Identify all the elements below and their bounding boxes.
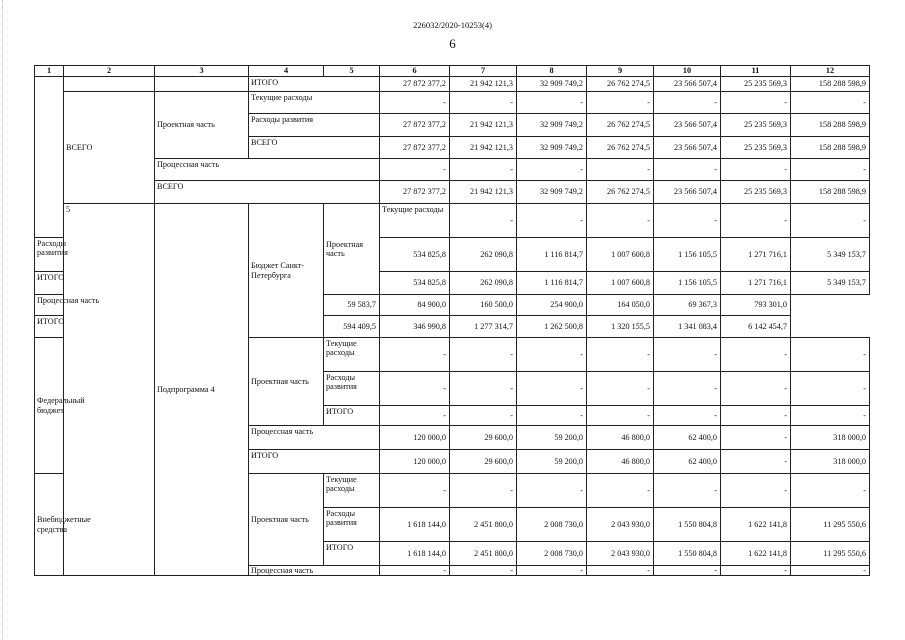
left-margin-mark	[2, 0, 4, 640]
value-cell: -	[517, 474, 587, 508]
value-cell: 5 349 153,7	[791, 272, 870, 295]
subprogram-name: Подпрограмма 4	[155, 204, 249, 576]
value-cell: -	[380, 372, 450, 406]
value-cell: 32 909 749,2	[517, 77, 587, 92]
value-cell: 11 295 550,6	[791, 542, 870, 566]
value-cell: 1 007 600,8	[587, 272, 654, 295]
funding-source-label: Внебюджетные средства	[35, 474, 64, 576]
value-cell: -	[450, 372, 517, 406]
col-header: 5	[324, 66, 380, 77]
value-cell: -	[587, 338, 654, 372]
value-cell: -	[791, 338, 870, 372]
value-cell: -	[721, 474, 791, 508]
value-cell: -	[791, 406, 870, 426]
value-cell: -	[380, 159, 450, 181]
value-cell: 59 200,0	[517, 426, 587, 450]
row-number: 5	[64, 204, 155, 576]
value-cell: 158 288 598,9	[791, 137, 870, 159]
project-part-label: Проектная часть	[324, 204, 380, 295]
row-label: Текущие расходы	[324, 338, 380, 372]
row-label: Текущие расходы	[380, 204, 450, 238]
value-cell: 11 295 550,6	[791, 508, 870, 542]
value-cell: -	[380, 92, 450, 114]
value-cell: -	[721, 426, 791, 450]
value-cell: 25 235 569,3	[721, 137, 791, 159]
value-cell: -	[517, 406, 587, 426]
value-cell: 793 301,0	[721, 295, 791, 316]
value-cell: 27 872 377,2	[380, 137, 450, 159]
table-row	[35, 204, 870, 238]
value-cell: -	[654, 474, 721, 508]
value-cell: 62 400,0	[654, 450, 721, 474]
row-label: ВСЕГО	[155, 181, 380, 204]
value-cell: -	[721, 372, 791, 406]
value-cell: 2 008 730,0	[517, 508, 587, 542]
value-cell: -	[450, 92, 517, 114]
value-cell: 2 043 930,0	[587, 508, 654, 542]
value-cell: 23 566 507,4	[654, 137, 721, 159]
value-cell: 120 000,0	[380, 426, 450, 450]
value-cell: 2 008 730,0	[517, 542, 587, 566]
value-cell: 318 000,0	[791, 426, 870, 450]
value-cell: 27 872 377,2	[380, 181, 450, 204]
value-cell: 27 872 377,2	[380, 114, 450, 137]
value-cell: 164 050,0	[587, 295, 654, 316]
page-number: 6	[449, 36, 456, 51]
value-cell: 1 156 105,5	[654, 272, 721, 295]
value-cell: -	[587, 204, 654, 238]
col-header: 2	[64, 66, 155, 77]
value-cell: -	[517, 566, 587, 576]
value-cell: -	[450, 406, 517, 426]
project-part-label: Проектная часть	[155, 92, 249, 159]
value-cell: 26 762 274,5	[587, 114, 654, 137]
value-cell: -	[791, 474, 870, 508]
budget-table	[34, 65, 870, 576]
value-cell: 534 825,8	[380, 272, 450, 295]
value-cell: 32 909 749,2	[517, 181, 587, 204]
value-cell: -	[587, 92, 654, 114]
value-cell: -	[450, 474, 517, 508]
value-cell: 346 990,8	[380, 316, 450, 338]
col-header: 10	[654, 66, 721, 77]
row-label: Процессная часть	[155, 159, 380, 181]
value-cell: 6 142 454,7	[721, 316, 791, 338]
value-cell: 26 762 274,5	[587, 137, 654, 159]
value-cell: 21 942 121,3	[450, 114, 517, 137]
value-cell: 158 288 598,9	[791, 77, 870, 92]
value-cell: -	[654, 338, 721, 372]
value-cell: 318 000,0	[791, 450, 870, 474]
value-cell: 21 942 121,3	[450, 181, 517, 204]
value-cell: -	[450, 566, 517, 576]
value-cell: 1 156 105,5	[654, 238, 721, 272]
col-header: 6	[380, 66, 450, 77]
row-label: Расходы развития	[35, 238, 64, 272]
value-cell: -	[721, 338, 791, 372]
row-label: ИТОГО	[324, 406, 380, 426]
value-cell: 23 566 507,4	[654, 181, 721, 204]
value-cell: 1 618 144,0	[380, 542, 450, 566]
value-cell: 26 762 274,5	[587, 77, 654, 92]
value-cell: 1 277 314,7	[450, 316, 517, 338]
col-header: 12	[791, 66, 870, 77]
value-cell: -	[721, 566, 791, 576]
row-label: ИТОГО	[324, 542, 380, 566]
value-cell: -	[450, 204, 517, 238]
value-cell: 254 900,0	[517, 295, 587, 316]
col-header: 4	[249, 66, 324, 77]
value-cell: -	[517, 204, 587, 238]
row-label: Процессная часть	[35, 295, 155, 316]
column-number-row	[35, 66, 870, 77]
value-cell: 1 116 814,7	[517, 238, 587, 272]
value-cell: 1 618 144,0	[380, 508, 450, 542]
value-cell: -	[721, 450, 791, 474]
vsego-label: ВСЕГО	[64, 92, 155, 204]
value-cell: 120 000,0	[380, 450, 450, 474]
value-cell: 32 909 749,2	[517, 114, 587, 137]
value-cell: -	[721, 406, 791, 426]
value-cell: -	[380, 566, 450, 576]
value-cell: 25 235 569,3	[721, 114, 791, 137]
value-cell: 158 288 598,9	[791, 114, 870, 137]
value-cell: 1 320 155,5	[587, 316, 654, 338]
value-cell: -	[791, 204, 870, 238]
document-number: 226032/2020-10253(4)	[413, 20, 492, 30]
value-cell: -	[517, 372, 587, 406]
value-cell: -	[654, 92, 721, 114]
row-label: Расходы развития	[324, 508, 380, 542]
value-cell: -	[587, 372, 654, 406]
value-cell: 5 349 153,7	[791, 238, 870, 272]
value-cell: -	[380, 474, 450, 508]
value-cell: 59 200,0	[517, 450, 587, 474]
value-cell: -	[450, 338, 517, 372]
value-cell: -	[791, 159, 870, 181]
col-header: 1	[35, 66, 64, 77]
value-cell: 1 341 083,4	[654, 316, 721, 338]
number-cell	[35, 77, 64, 238]
value-cell: 262 090,8	[450, 272, 517, 295]
table-row	[35, 181, 870, 204]
value-cell: -	[587, 406, 654, 426]
funding-source-label: Бюджет Санкт-Петербурга	[249, 204, 324, 338]
row-label: ИТОГО	[35, 272, 64, 295]
row-label: ИТОГО	[35, 316, 155, 338]
value-cell: 534 825,8	[380, 238, 450, 272]
value-cell: -	[721, 159, 791, 181]
value-cell: -	[654, 372, 721, 406]
value-cell: 1 007 600,8	[587, 238, 654, 272]
row-label: Текущие расходы	[249, 92, 380, 114]
col-header: 11	[721, 66, 791, 77]
value-cell: -	[450, 159, 517, 181]
value-cell: 158 288 598,9	[791, 181, 870, 204]
value-cell: 2 451 800,0	[450, 508, 517, 542]
value-cell: -	[654, 159, 721, 181]
value-cell: 594 409,5	[324, 316, 380, 338]
value-cell: 1 622 141,8	[721, 508, 791, 542]
value-cell: 62 400,0	[654, 426, 721, 450]
value-cell: 46 800,0	[587, 426, 654, 450]
value-cell: -	[791, 372, 870, 406]
value-cell: 84 900,0	[380, 295, 450, 316]
value-cell: 1 271 716,1	[721, 272, 791, 295]
value-cell: 27 872 377,2	[380, 77, 450, 92]
value-cell: 21 942 121,3	[450, 77, 517, 92]
col-header: 9	[587, 66, 654, 77]
value-cell: 69 367,3	[654, 295, 721, 316]
value-cell: 59 583,7	[324, 295, 380, 316]
value-cell: -	[791, 92, 870, 114]
value-cell: 29 600,0	[450, 450, 517, 474]
value-cell: 1 550 804,8	[654, 542, 721, 566]
value-cell: 26 762 274,5	[587, 181, 654, 204]
col-header: 8	[517, 66, 587, 77]
value-cell: 2 043 930,0	[587, 542, 654, 566]
value-cell: -	[380, 406, 450, 426]
value-cell: 29 600,0	[450, 426, 517, 450]
table-row	[35, 159, 870, 181]
value-cell: -	[654, 204, 721, 238]
value-cell: 160 500,0	[450, 295, 517, 316]
value-cell: 262 090,8	[450, 238, 517, 272]
value-cell: 25 235 569,3	[721, 181, 791, 204]
value-cell: -	[721, 92, 791, 114]
value-cell: 2 451 800,0	[450, 542, 517, 566]
value-cell: 1 262 500,8	[517, 316, 587, 338]
value-cell: -	[587, 474, 654, 508]
value-cell: 25 235 569,3	[721, 77, 791, 92]
value-cell: 46 800,0	[587, 450, 654, 474]
row-label: Процессная часть	[249, 426, 380, 450]
col-header: 7	[450, 66, 517, 77]
row-label: ВСЕГО	[249, 137, 380, 159]
project-part-label: Проектная часть	[249, 338, 324, 426]
value-cell: -	[517, 338, 587, 372]
value-cell: 23 566 507,4	[654, 114, 721, 137]
row-label: Расходы развития	[324, 372, 380, 406]
row-label: Процессная часть	[249, 566, 380, 576]
value-cell: 21 942 121,3	[450, 137, 517, 159]
value-cell: -	[380, 338, 450, 372]
row-label: ИТОГО	[249, 77, 380, 92]
value-cell: 32 909 749,2	[517, 137, 587, 159]
value-cell: -	[654, 566, 721, 576]
value-cell: 1 271 716,1	[721, 238, 791, 272]
value-cell: -	[517, 92, 587, 114]
value-cell: 1 550 804,8	[654, 508, 721, 542]
value-cell: -	[587, 159, 654, 181]
col-header: 3	[155, 66, 249, 77]
row-label: Расходы развития	[249, 114, 380, 137]
funding-source-label: Федеральный бюджет	[35, 338, 64, 474]
table-row	[35, 92, 870, 114]
value-cell: -	[791, 566, 870, 576]
project-part-label: Проектная часть	[249, 474, 324, 566]
value-cell: -	[654, 406, 721, 426]
value-cell: -	[517, 159, 587, 181]
row-label: ИТОГО	[249, 450, 380, 474]
table-row	[35, 77, 870, 92]
value-cell: 1 622 141,8	[721, 542, 791, 566]
value-cell: 1 116 814,7	[517, 272, 587, 295]
row-label: Текущие расходы	[324, 474, 380, 508]
value-cell: -	[721, 204, 791, 238]
value-cell: 23 566 507,4	[654, 77, 721, 92]
value-cell: -	[587, 566, 654, 576]
